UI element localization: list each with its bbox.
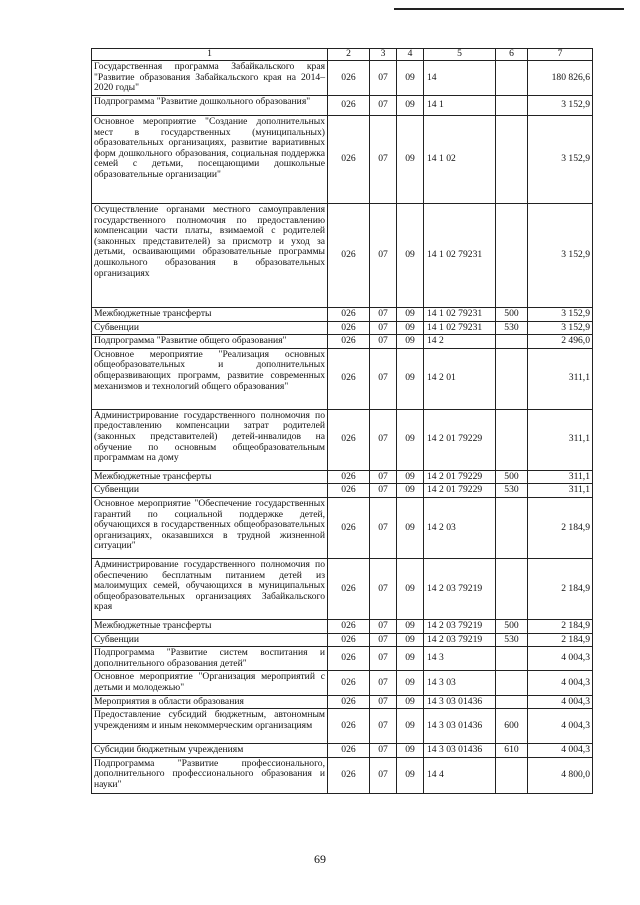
row-name-cell: Основное мероприятие "Обеспечение государственных гарантий по социальной поддержке детей, обучающихся в государственных общеобразовательных организациях, оказавшихся в трудной жизненной ситуации"	[92, 497, 328, 558]
table-row	[92, 321, 593, 335]
col-header-2: 2	[328, 49, 370, 61]
row-expense-type-code: 500	[496, 470, 528, 484]
table-header-row	[92, 49, 593, 61]
row-subsection-code: 09	[397, 409, 424, 470]
col-header-4: 4	[397, 49, 424, 61]
row-admin-code: 026	[328, 497, 370, 558]
row-target-code: 14 4	[424, 757, 496, 793]
row-target-code: 14	[424, 61, 496, 96]
row-target-code: 14 1 02 79231	[424, 308, 496, 322]
row-subsection-code: 09	[397, 647, 424, 671]
row-expense-type-code	[496, 757, 528, 793]
row-admin-code: 026	[328, 308, 370, 322]
row-expense-type-code	[496, 116, 528, 204]
row-name-cell: Основное мероприятие "Создание дополнительных мест в государственных (муниципальных) образовательных организациях, развитие вариативных форм дошкольного образования, социальная поддержка семей с детьми, посещающими дошкольные образовательные организации"	[92, 116, 328, 204]
row-subsection-code: 09	[397, 497, 424, 558]
row-section-code: 07	[370, 335, 397, 349]
row-name-cell: Субвенции	[92, 321, 328, 335]
row-expense-type-code	[496, 348, 528, 409]
row-target-code: 14 3 03 01436	[424, 709, 496, 744]
row-subsection-code: 09	[397, 470, 424, 484]
row-section-code: 07	[370, 116, 397, 204]
row-amount: 4 004,3	[528, 695, 593, 709]
table-row	[92, 695, 593, 709]
row-expense-type-code: 530	[496, 321, 528, 335]
row-expense-type-code	[496, 335, 528, 349]
row-section-code: 07	[370, 61, 397, 96]
row-amount: 311,1	[528, 348, 593, 409]
row-amount: 4 004,3	[528, 709, 593, 744]
row-expense-type-code: 530	[496, 633, 528, 647]
row-subsection-code: 09	[397, 619, 424, 633]
row-name-cell: Подпрограмма "Развитие профессионального, дополнительного профессионального образования и науки"	[92, 757, 328, 793]
table-row	[92, 348, 593, 409]
row-name-cell: Подпрограмма "Развитие систем воспитания и дополнительного образования детей"	[92, 647, 328, 671]
row-target-code: 14 1 02 79231	[424, 204, 496, 308]
row-section-code: 07	[370, 484, 397, 498]
row-name-cell: Подпрограмма "Развитие общего образования"	[92, 335, 328, 349]
row-section-code: 07	[370, 647, 397, 671]
row-section-code: 07	[370, 409, 397, 470]
row-target-code: 14 3 03 01436	[424, 744, 496, 758]
row-subsection-code: 09	[397, 204, 424, 308]
row-subsection-code: 09	[397, 96, 424, 116]
row-target-code: 14 3	[424, 647, 496, 671]
row-subsection-code: 09	[397, 558, 424, 619]
table-row	[92, 744, 593, 758]
row-target-code: 14 2 01	[424, 348, 496, 409]
row-amount: 2 184,9	[528, 633, 593, 647]
row-amount: 311,1	[528, 484, 593, 498]
table-row	[92, 409, 593, 470]
row-name-cell: Администрирование государственного полномочия по обеспечению бесплатным питанием детей из малоимущих семей, обучающихся в муниципальных общеобразовательных организациях Забайкальского края	[92, 558, 328, 619]
top-rule	[394, 8, 624, 10]
row-section-code: 07	[370, 757, 397, 793]
table-row	[92, 497, 593, 558]
row-admin-code: 026	[328, 409, 370, 470]
row-admin-code: 026	[328, 335, 370, 349]
row-name-cell: Государственная программа Забайкальского края "Развитие образования Забайкальского края на 2014–2020 годы"	[92, 61, 328, 96]
page-number: 69	[314, 852, 326, 866]
row-amount: 2 184,9	[528, 619, 593, 633]
row-name-cell: Предоставление субсидий бюджетным, автономным учреждениям и иным некоммерческим организациям	[92, 709, 328, 744]
row-name-cell: Основное мероприятие "Реализация основных общеобразовательных и дополнительных общеразвивающих программ, развитие современных механизмов и технологий общего образования"	[92, 348, 328, 409]
row-subsection-code: 09	[397, 744, 424, 758]
row-admin-code: 026	[328, 116, 370, 204]
row-admin-code: 026	[328, 647, 370, 671]
col-header-1: 1	[92, 49, 328, 61]
row-subsection-code: 09	[397, 484, 424, 498]
row-admin-code: 026	[328, 558, 370, 619]
col-header-7: 7	[528, 49, 593, 61]
row-amount: 4 800,0	[528, 757, 593, 793]
table-body	[92, 61, 593, 794]
row-admin-code: 026	[328, 348, 370, 409]
row-amount: 3 152,9	[528, 321, 593, 335]
row-target-code: 14 2 01 79229	[424, 470, 496, 484]
row-subsection-code: 09	[397, 61, 424, 96]
row-subsection-code: 09	[397, 348, 424, 409]
row-amount: 2 184,9	[528, 497, 593, 558]
row-expense-type-code	[496, 204, 528, 308]
table-row	[92, 619, 593, 633]
row-expense-type-code	[496, 497, 528, 558]
table-row	[92, 61, 593, 96]
row-name-cell: Мероприятия в области образования	[92, 695, 328, 709]
row-subsection-code: 09	[397, 671, 424, 695]
row-expense-type-code: 500	[496, 619, 528, 633]
col-header-6: 6	[496, 49, 528, 61]
row-subsection-code: 09	[397, 633, 424, 647]
row-target-code: 14 3 03	[424, 671, 496, 695]
row-expense-type-code	[496, 61, 528, 96]
table-row	[92, 335, 593, 349]
row-section-code: 07	[370, 744, 397, 758]
row-section-code: 07	[370, 633, 397, 647]
row-amount: 3 152,9	[528, 116, 593, 204]
row-section-code: 07	[370, 308, 397, 322]
row-name-cell: Осуществление органами местного самоуправления государственного полномочия по предоставлению компенсации части платы, взимаемой с родителей (законных представителей) за присмотр и уход за детьми, осваивающими образовательные программы дошкольного образования в образовательных организациях	[92, 204, 328, 308]
row-admin-code: 026	[328, 619, 370, 633]
row-amount: 311,1	[528, 470, 593, 484]
row-section-code: 07	[370, 470, 397, 484]
row-section-code: 07	[370, 96, 397, 116]
row-target-code: 14 2 01 79229	[424, 484, 496, 498]
table-row	[92, 308, 593, 322]
row-section-code: 07	[370, 619, 397, 633]
budget-table	[91, 48, 593, 794]
col-header-3: 3	[370, 49, 397, 61]
row-admin-code: 026	[328, 695, 370, 709]
table-row	[92, 709, 593, 744]
row-name-cell: Основное мероприятие "Организация мероприятий с детьми и молодежью"	[92, 671, 328, 695]
row-target-code: 14 2 03 79219	[424, 633, 496, 647]
row-section-code: 07	[370, 709, 397, 744]
row-expense-type-code	[496, 647, 528, 671]
row-amount: 311,1	[528, 409, 593, 470]
row-subsection-code: 09	[397, 308, 424, 322]
row-admin-code: 026	[328, 96, 370, 116]
row-expense-type-code	[496, 695, 528, 709]
row-admin-code: 026	[328, 204, 370, 308]
row-target-code: 14 1 02	[424, 116, 496, 204]
row-amount: 3 152,9	[528, 204, 593, 308]
row-subsection-code: 09	[397, 335, 424, 349]
table-row	[92, 647, 593, 671]
row-section-code: 07	[370, 671, 397, 695]
row-name-cell: Межбюджетные трансферты	[92, 619, 328, 633]
row-admin-code: 026	[328, 321, 370, 335]
row-expense-type-code	[496, 409, 528, 470]
table-row	[92, 470, 593, 484]
row-admin-code: 026	[328, 709, 370, 744]
row-name-cell: Подпрограмма "Развитие дошкольного образования"	[92, 96, 328, 116]
row-section-code: 07	[370, 695, 397, 709]
row-amount: 2 496,0	[528, 335, 593, 349]
row-target-code: 14 2 03 79219	[424, 619, 496, 633]
table-row	[92, 484, 593, 498]
row-name-cell: Субвенции	[92, 484, 328, 498]
row-name-cell: Межбюджетные трансферты	[92, 308, 328, 322]
row-expense-type-code	[496, 558, 528, 619]
col-header-5: 5	[424, 49, 496, 61]
row-expense-type-code: 530	[496, 484, 528, 498]
row-admin-code: 026	[328, 633, 370, 647]
row-subsection-code: 09	[397, 695, 424, 709]
row-amount: 3 152,9	[528, 96, 593, 116]
row-section-code: 07	[370, 204, 397, 308]
row-target-code: 14 2 03 79219	[424, 558, 496, 619]
row-subsection-code: 09	[397, 116, 424, 204]
row-admin-code: 026	[328, 757, 370, 793]
row-admin-code: 026	[328, 470, 370, 484]
row-name-cell: Межбюджетные трансферты	[92, 470, 328, 484]
row-section-code: 07	[370, 321, 397, 335]
row-amount: 4 004,3	[528, 744, 593, 758]
table-row	[92, 558, 593, 619]
row-target-code: 14 1 02 79231	[424, 321, 496, 335]
row-section-code: 07	[370, 497, 397, 558]
table-row	[92, 116, 593, 204]
row-expense-type-code: 610	[496, 744, 528, 758]
row-section-code: 07	[370, 558, 397, 619]
row-amount: 2 184,9	[528, 558, 593, 619]
row-section-code: 07	[370, 348, 397, 409]
row-admin-code: 026	[328, 744, 370, 758]
row-target-code: 14 2 01 79229	[424, 409, 496, 470]
row-name-cell: Субсидии бюджетным учреждениям	[92, 744, 328, 758]
row-admin-code: 026	[328, 671, 370, 695]
row-target-code: 14 3 03 01436	[424, 695, 496, 709]
table-row	[92, 633, 593, 647]
row-amount: 3 152,9	[528, 308, 593, 322]
row-admin-code: 026	[328, 61, 370, 96]
row-amount: 4 004,3	[528, 671, 593, 695]
row-admin-code: 026	[328, 484, 370, 498]
row-expense-type-code: 600	[496, 709, 528, 744]
table-row	[92, 671, 593, 695]
row-expense-type-code: 500	[496, 308, 528, 322]
row-target-code: 14 1	[424, 96, 496, 116]
row-expense-type-code	[496, 96, 528, 116]
table-row	[92, 757, 593, 793]
row-subsection-code: 09	[397, 321, 424, 335]
row-subsection-code: 09	[397, 757, 424, 793]
row-name-cell: Администрирование государственного полномочия по предоставлению компенсации затрат родителей (законных представителей) детей-инвалидов на обучение по основным общеобразовательным программам на дому	[92, 409, 328, 470]
row-expense-type-code	[496, 671, 528, 695]
table-row	[92, 204, 593, 308]
row-subsection-code: 09	[397, 709, 424, 744]
table-row	[92, 96, 593, 116]
row-amount: 180 826,6	[528, 61, 593, 96]
row-target-code: 14 2 03	[424, 497, 496, 558]
row-name-cell: Субвенции	[92, 633, 328, 647]
row-target-code: 14 2	[424, 335, 496, 349]
row-amount: 4 004,3	[528, 647, 593, 671]
